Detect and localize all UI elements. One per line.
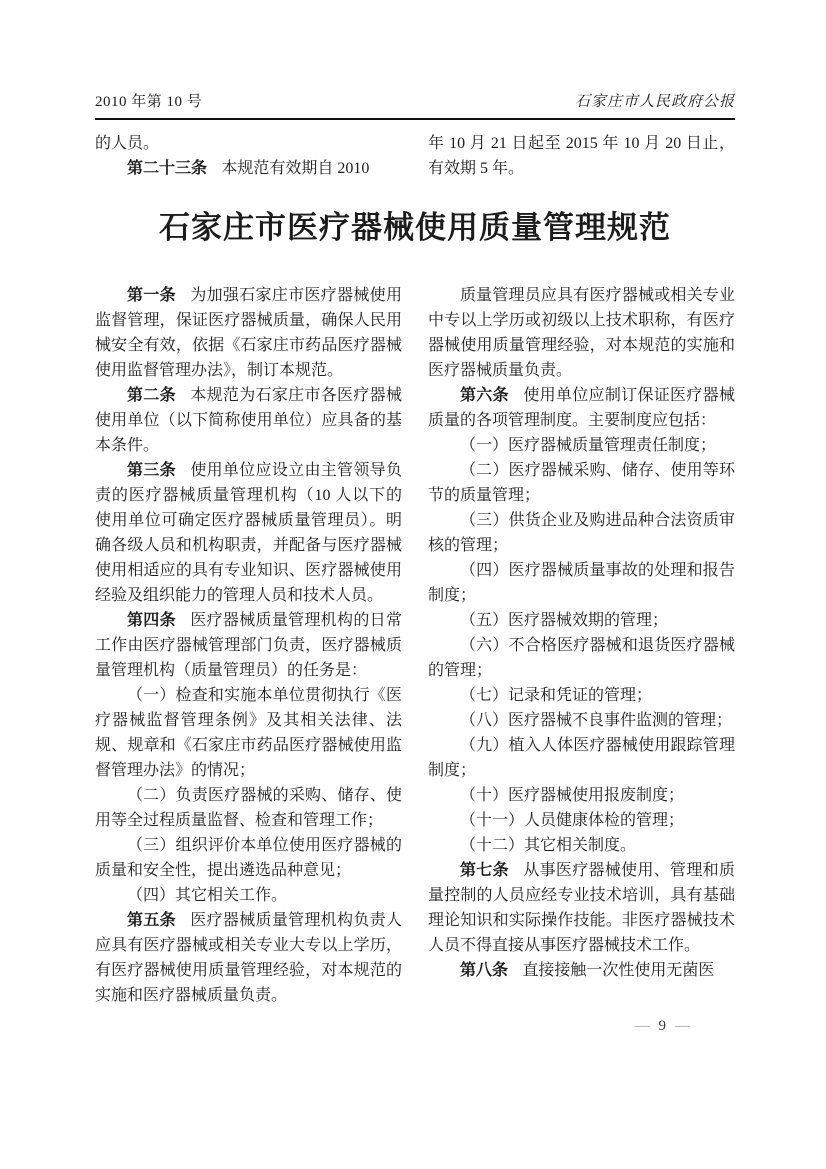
paragraph xyxy=(95,383,402,458)
header-rule xyxy=(95,118,735,120)
paragraph-text: 从事医疗器械使用、管理和质量控制的人员应经专业技术培训，具有基础理论知识和实际操作技能。非医疗器械技术人员不得直接从事医疗器械技术工作。 xyxy=(428,862,735,954)
paragraph xyxy=(428,833,735,858)
paragraph-text: （十二）其它相关制度。 xyxy=(460,837,637,854)
paragraph-text: 为加强石家庄市医疗器械使用监督管理，保证医疗器械质量，确保人民用械安全有效，依据《石家庄市药品医疗器械使用监督管理办法》，制订本规范。 xyxy=(95,287,402,379)
paragraph xyxy=(428,608,735,633)
paragraph-text: （七）记录和凭证的管理； xyxy=(460,687,653,704)
paragraph xyxy=(428,808,735,833)
paragraph-text: （五）医疗器械效期的管理； xyxy=(460,612,669,629)
paragraph xyxy=(428,283,735,383)
continuation-section xyxy=(95,131,735,181)
paragraph xyxy=(428,558,735,608)
paragraph-text: 的人员。 xyxy=(95,135,160,152)
article-number: 第三条 xyxy=(127,462,176,479)
article-number: 第七条 xyxy=(460,862,509,879)
paragraph xyxy=(95,458,402,608)
paragraph-text: （九）植入人体医疗器械使用跟踪管理制度； xyxy=(428,737,735,779)
page-footer xyxy=(95,1018,735,1035)
paragraph-text: （二）医疗器械采购、储存、使用等环节的质量管理； xyxy=(428,462,735,504)
paragraph-text: （三）供货企业及购进品种合法资质审核的管理； xyxy=(428,512,735,554)
article-number: 第二十三条 xyxy=(127,160,208,177)
paragraph xyxy=(428,708,735,733)
article-number: 第一条 xyxy=(127,287,176,304)
paragraph-text: 直接接触一次性使用无菌医 xyxy=(522,962,715,979)
issue-number: 2010 年第 10 号 xyxy=(95,94,203,110)
paragraph-text: （六）不合格医疗器械和退货医疗器械的管理； xyxy=(428,637,735,679)
paragraph xyxy=(428,958,735,983)
paragraph-text: （四）其它相关工作。 xyxy=(127,887,288,904)
article-number: 第四条 xyxy=(127,612,176,629)
paragraph xyxy=(428,508,735,558)
paragraph xyxy=(428,433,735,458)
paragraph xyxy=(95,131,402,156)
article-number: 第五条 xyxy=(127,912,176,929)
paragraph-text: （十）医疗器械使用报废制度； xyxy=(460,787,685,804)
paragraph-text: （十一）人员健康体检的管理； xyxy=(460,812,685,829)
paragraph xyxy=(95,908,402,1008)
paragraph xyxy=(428,783,735,808)
paragraph xyxy=(95,883,402,908)
paragraph xyxy=(428,733,735,783)
body-right-column xyxy=(428,283,735,1008)
paragraph xyxy=(95,608,402,683)
paragraph-text: 使用单位应设立由主管领导负责的医疗器械质量管理机构（10 人以下的使用单位可确定医疗器械质量管理员）。明确各级人员和机构职责，并配备与医疗器械使用相适应的具有专业知识、医疗器械使用经验及组织能力的管理人员和技术人员。 xyxy=(95,462,402,604)
paragraph xyxy=(428,131,735,181)
paragraph-text: 质量管理员应具有医疗器械或相关专业中专以上学历或初级以上技术职称，有医疗器械使用质量管理经验，对本规范的实施和医疗器械质量负责。 xyxy=(428,287,735,379)
paragraph-text: （四）医疗器械质量事故的处理和报告制度； xyxy=(428,562,735,604)
paragraph xyxy=(428,383,735,433)
continuation-left-column xyxy=(95,131,402,181)
article-number: 第二条 xyxy=(127,387,176,404)
paragraph xyxy=(428,458,735,508)
paragraph xyxy=(428,858,735,958)
paragraph xyxy=(95,783,402,833)
footer-dash-left: — xyxy=(634,1018,650,1034)
page-header xyxy=(95,94,735,111)
continuation-right-column xyxy=(428,131,735,181)
paragraph xyxy=(428,683,735,708)
page-number: 9 xyxy=(658,1018,666,1034)
paragraph-text: 使用单位应制订保证医疗器械质量的各项管理制度。主要制度应包括： xyxy=(428,387,735,429)
paragraph-text: 本规范有效期自 2010 xyxy=(221,160,370,177)
document-body xyxy=(95,283,735,1008)
paragraph-text: （一）检查和实施本单位贯彻执行《医疗器械监督管理条例》及其相关法律、法规、规章和《石家庄市药品医疗器械使用监督管理办法》的情况； xyxy=(95,687,402,779)
paragraph-text: 医疗器械质量管理机构的日常工作由医疗器械管理部门负责，医疗器械质量管理机构（质量管理员）的任务是： xyxy=(95,612,402,679)
paragraph xyxy=(95,683,402,783)
paragraph-text: （三）组织评价本单位使用医疗器械的质量和安全性，提出遴选品种意见； xyxy=(95,837,402,879)
publication-title: 石家庄市人民政府公报 xyxy=(574,94,735,110)
paragraph xyxy=(95,283,402,383)
article-number: 第八条 xyxy=(460,962,509,979)
paragraph xyxy=(428,633,735,683)
paragraph xyxy=(95,833,402,883)
paragraph xyxy=(95,156,402,181)
article-number: 第六条 xyxy=(460,387,509,404)
document-title: 石家庄市医疗器械使用质量管理规范 xyxy=(159,210,671,245)
paragraph-text: 本规范为石家庄市各医疗器械使用单位（以下简称使用单位）应具备的基本条件。 xyxy=(95,387,402,454)
paragraph-text: （八）医疗器械不良事件监测的管理； xyxy=(460,712,733,729)
paragraph-text: 年 10 月 21 日起至 2015 年 10 月 20 日止，有效期 5 年。 xyxy=(428,135,735,177)
body-left-column xyxy=(95,283,402,1008)
paragraph-text: 医疗器械质量管理机构负责人应具有医疗器械或相关专业大专以上学历，有医疗器械使用质量管理经验，对本规范的实施和医疗器械质量负责。 xyxy=(95,912,402,1004)
paragraph-text: （一）医疗器械质量管理责任制度； xyxy=(460,437,717,454)
footer-dash-right: — xyxy=(675,1018,690,1034)
paragraph-text: （二）负责医疗器械的采购、储存、使用等全过程质量监督、检查和管理工作； xyxy=(95,787,402,829)
